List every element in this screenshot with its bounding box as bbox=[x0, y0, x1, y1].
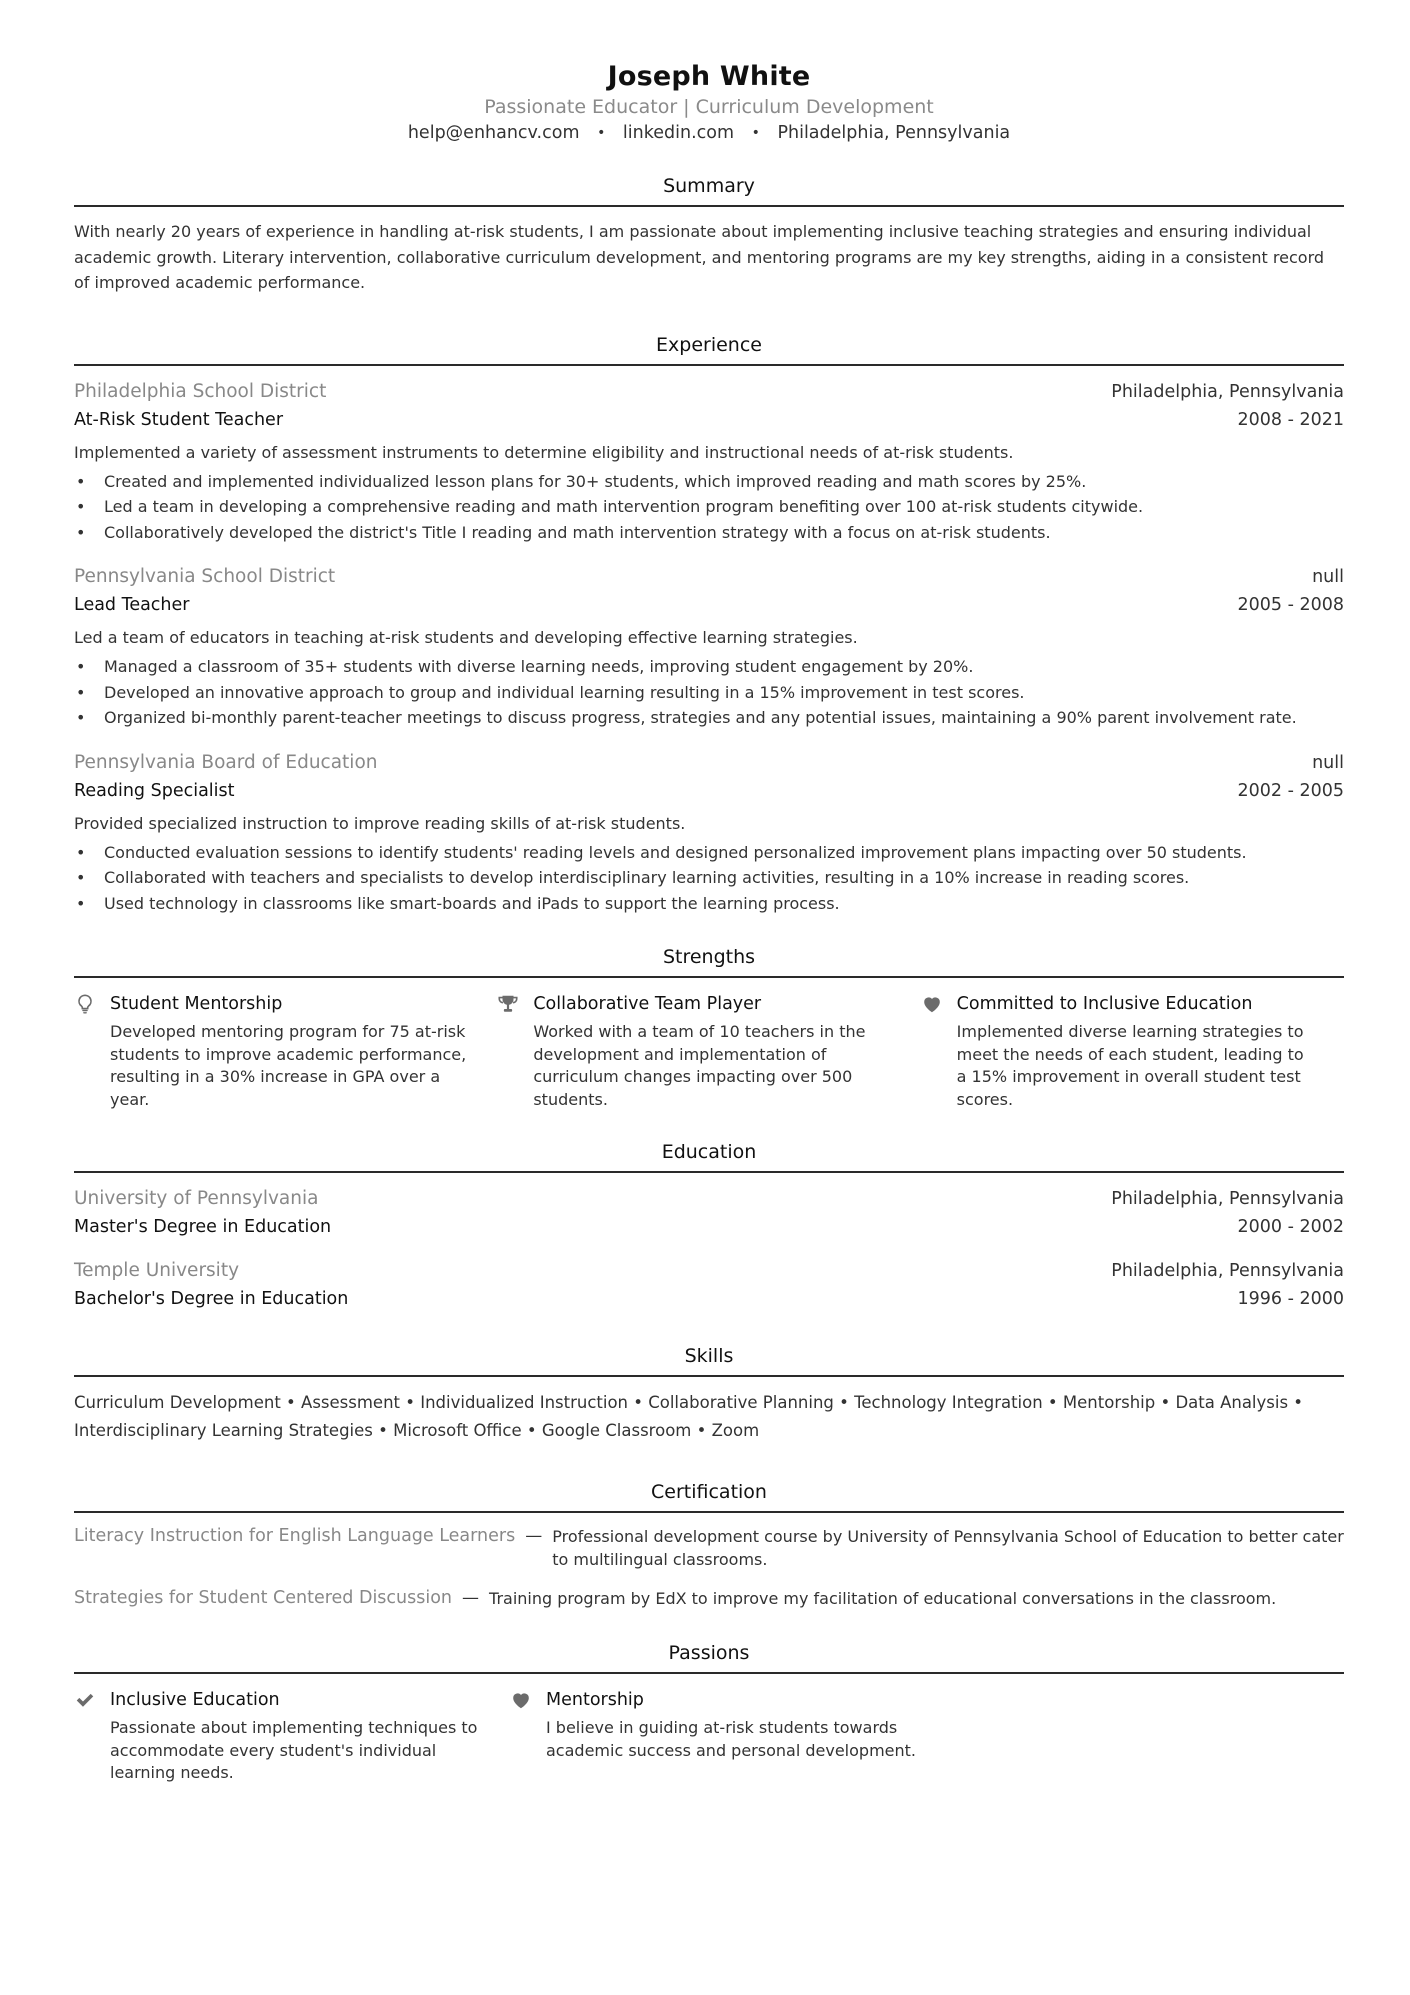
resume-header bbox=[74, 60, 1344, 147]
skills-section bbox=[74, 1343, 1344, 1445]
education-location: Philadelphia, Pennsylvania bbox=[1111, 1261, 1344, 1281]
summary-text: With nearly 20 years of experience in handling at-risk students, I am passionate about implementing inclusive teaching strategies and ensuring individual academic growth. Literary intervention, collaborative curriculum development, and mentoring programs are my key strengths, aiding in a consistent record of improved academic performance. bbox=[74, 222, 1325, 292]
contact-email[interactable]: help@enhancv.com bbox=[407, 123, 580, 143]
contact-linkedin[interactable]: linkedin.com bbox=[622, 123, 735, 143]
experience-location: null bbox=[1312, 567, 1344, 587]
education-location: Philadelphia, Pennsylvania bbox=[1111, 1189, 1344, 1209]
strength-title: Collaborative Team Player bbox=[533, 994, 762, 1014]
passions-list bbox=[74, 1686, 1344, 1785]
experience-org: Pennsylvania School District bbox=[74, 566, 336, 587]
heart-icon bbox=[921, 990, 957, 1111]
education-school: Temple University bbox=[74, 1260, 240, 1281]
experience-description: Led a team of educators in teaching at-risk students and developing effective learning strategies. bbox=[74, 628, 858, 647]
contact-line bbox=[74, 120, 1344, 147]
section-title-education: Education bbox=[74, 1139, 1344, 1173]
experience-bullet: • Managed a classroom of 35+ students with diverse learning needs, improving student engagement by 20%. bbox=[74, 654, 1344, 680]
experience-bullet: • Created and implemented individualized lesson plans for 30+ students, which improved reading and math scores by 25%. bbox=[74, 469, 1344, 495]
candidate-name: Joseph White bbox=[607, 61, 811, 92]
strength-description: Worked with a team of 10 teachers in the development and implementation of curriculum changes impacting over 500 students. bbox=[533, 1022, 866, 1109]
experience-location: null bbox=[1312, 752, 1344, 773]
experience-bullets bbox=[74, 469, 1344, 546]
strength-description: Implemented diverse learning strategies to meet the needs of each student, leading to a 15% improvement in overall student test scores. bbox=[956, 1022, 1304, 1109]
experience-description: Implemented a variety of assessment instruments to determine eligibility and instructional needs of at-risk students. bbox=[74, 442, 1014, 462]
passion-item bbox=[510, 1686, 946, 1785]
education-school: University of Pennsylvania bbox=[74, 1188, 319, 1209]
experience-dates: 2002 - 2005 bbox=[1237, 780, 1344, 801]
contact-separator: • bbox=[597, 125, 606, 141]
education-degree: Master's Degree in Education bbox=[74, 1217, 332, 1237]
certification-description: Training program by EdX to improve my facilitation of educational conversations in the classroom. bbox=[489, 1589, 1277, 1608]
trophy-icon bbox=[497, 990, 533, 1111]
experience-bullet: • Collaborated with teachers and specialists to develop interdisciplinary learning activities, resulting in a 10% increase in reading scores. bbox=[74, 865, 1344, 891]
strength-title: Committed to Inclusive Education bbox=[956, 994, 1253, 1014]
experience-bullet: • Used technology in classrooms like smart-boards and iPads to support the learning process. bbox=[74, 891, 1344, 917]
section-title-skills: Skills bbox=[74, 1343, 1344, 1377]
experience-entry bbox=[74, 563, 1344, 731]
experience-role: Lead Teacher bbox=[74, 595, 190, 615]
passion-description: Passionate about implementing techniques to accommodate every student's individual learning needs. bbox=[110, 1718, 478, 1782]
certification-entry bbox=[74, 1587, 1344, 1610]
contact-separator: • bbox=[751, 125, 760, 141]
passion-item bbox=[74, 1686, 510, 1785]
checkmark-icon bbox=[74, 1686, 110, 1785]
certification-section bbox=[74, 1479, 1344, 1610]
skills-list: Curriculum Development • Assessment • Individualized Instruction • Collaborative Planning • Technology Integration • Mentorship • Data Analysis • Interdisciplinary Learning Strategies • Microsoft Office • Google Classroom • Zoom bbox=[74, 1393, 1304, 1440]
section-title-certification: Certification bbox=[74, 1479, 1344, 1513]
education-entry bbox=[74, 1257, 1344, 1313]
strength-item bbox=[74, 990, 497, 1111]
experience-dates: 2005 - 2008 bbox=[1237, 595, 1344, 615]
passion-title: Mentorship bbox=[546, 1690, 644, 1710]
experience-bullets bbox=[74, 840, 1344, 917]
education-section bbox=[74, 1139, 1344, 1313]
experience-bullet: • Conducted evaluation sessions to identify students' reading levels and designed personalized improvement plans impacting over 50 students. bbox=[74, 840, 1344, 866]
certification-name: Strategies for Student Centered Discussion bbox=[74, 1588, 453, 1608]
strength-item bbox=[921, 990, 1344, 1111]
experience-location: Philadelphia, Pennsylvania bbox=[1111, 381, 1344, 402]
education-dates: 1996 - 2000 bbox=[1237, 1289, 1344, 1309]
summary-section bbox=[74, 173, 1344, 296]
experience-bullet: • Collaboratively developed the district's Title I reading and math intervention strategy with a focus on at-risk students. bbox=[74, 520, 1344, 546]
section-title-experience: Experience bbox=[74, 332, 1344, 366]
certification-dash: — bbox=[462, 1588, 480, 1608]
education-degree: Bachelor's Degree in Education bbox=[74, 1289, 349, 1309]
experience-section bbox=[74, 332, 1344, 917]
section-title-summary: Summary bbox=[74, 173, 1344, 207]
certification-name: Literacy Instruction for English Language Learners bbox=[74, 1526, 516, 1546]
experience-org: Pennsylvania Board of Education bbox=[74, 751, 378, 773]
experience-description: Provided specialized instruction to improve reading skills of at-risk students. bbox=[74, 813, 686, 833]
section-title-passions: Passions bbox=[74, 1640, 1344, 1674]
experience-bullet: • Led a team in developing a comprehensive reading and math intervention program benefiting over 100 at-risk students citywide. bbox=[74, 494, 1344, 520]
experience-dates: 2008 - 2021 bbox=[1237, 409, 1344, 430]
contact-location: Philadelphia, Pennsylvania bbox=[777, 123, 1011, 143]
passions-section bbox=[74, 1640, 1344, 1785]
education-dates: 2000 - 2002 bbox=[1237, 1217, 1344, 1237]
education-entry bbox=[74, 1185, 1344, 1241]
strengths-section bbox=[74, 944, 1344, 1111]
lightbulb-icon bbox=[74, 990, 110, 1111]
strength-item bbox=[497, 990, 920, 1111]
experience-role: Reading Specialist bbox=[74, 780, 235, 801]
strengths-list bbox=[74, 990, 1344, 1111]
experience-bullet: • Developed an innovative approach to group and individual learning resulting in a 15% improvement in test scores. bbox=[74, 680, 1344, 706]
resume-page bbox=[74, 60, 1344, 1785]
strength-description: Developed mentoring program for 75 at-risk students to improve academic performance, resulting in a 30% increase in GPA over a year. bbox=[110, 1022, 467, 1109]
experience-entry bbox=[74, 378, 1344, 546]
certification-description: Professional development course by University of Pennsylvania School of Education to better cater to multilingual classrooms. bbox=[552, 1527, 1344, 1569]
heart-icon bbox=[510, 1686, 546, 1785]
experience-entry bbox=[74, 749, 1344, 917]
section-title-strengths: Strengths bbox=[74, 944, 1344, 978]
passion-description: I believe in guiding at-risk students towards academic success and personal development. bbox=[546, 1718, 916, 1760]
strength-title: Student Mentorship bbox=[110, 994, 283, 1014]
experience-org: Philadelphia School District bbox=[74, 380, 327, 402]
certification-entry bbox=[74, 1525, 1344, 1571]
candidate-headline: Passionate Educator | Curriculum Development bbox=[484, 96, 934, 118]
experience-bullet: • Organized bi-monthly parent-teacher meetings to discuss progress, strategies and any potential issues, maintaining a 90% parent involvement rate. bbox=[74, 705, 1344, 731]
experience-role: At-Risk Student Teacher bbox=[74, 409, 284, 430]
experience-bullets bbox=[74, 654, 1344, 731]
passion-title: Inclusive Education bbox=[110, 1690, 280, 1710]
certification-dash: — bbox=[525, 1526, 543, 1546]
